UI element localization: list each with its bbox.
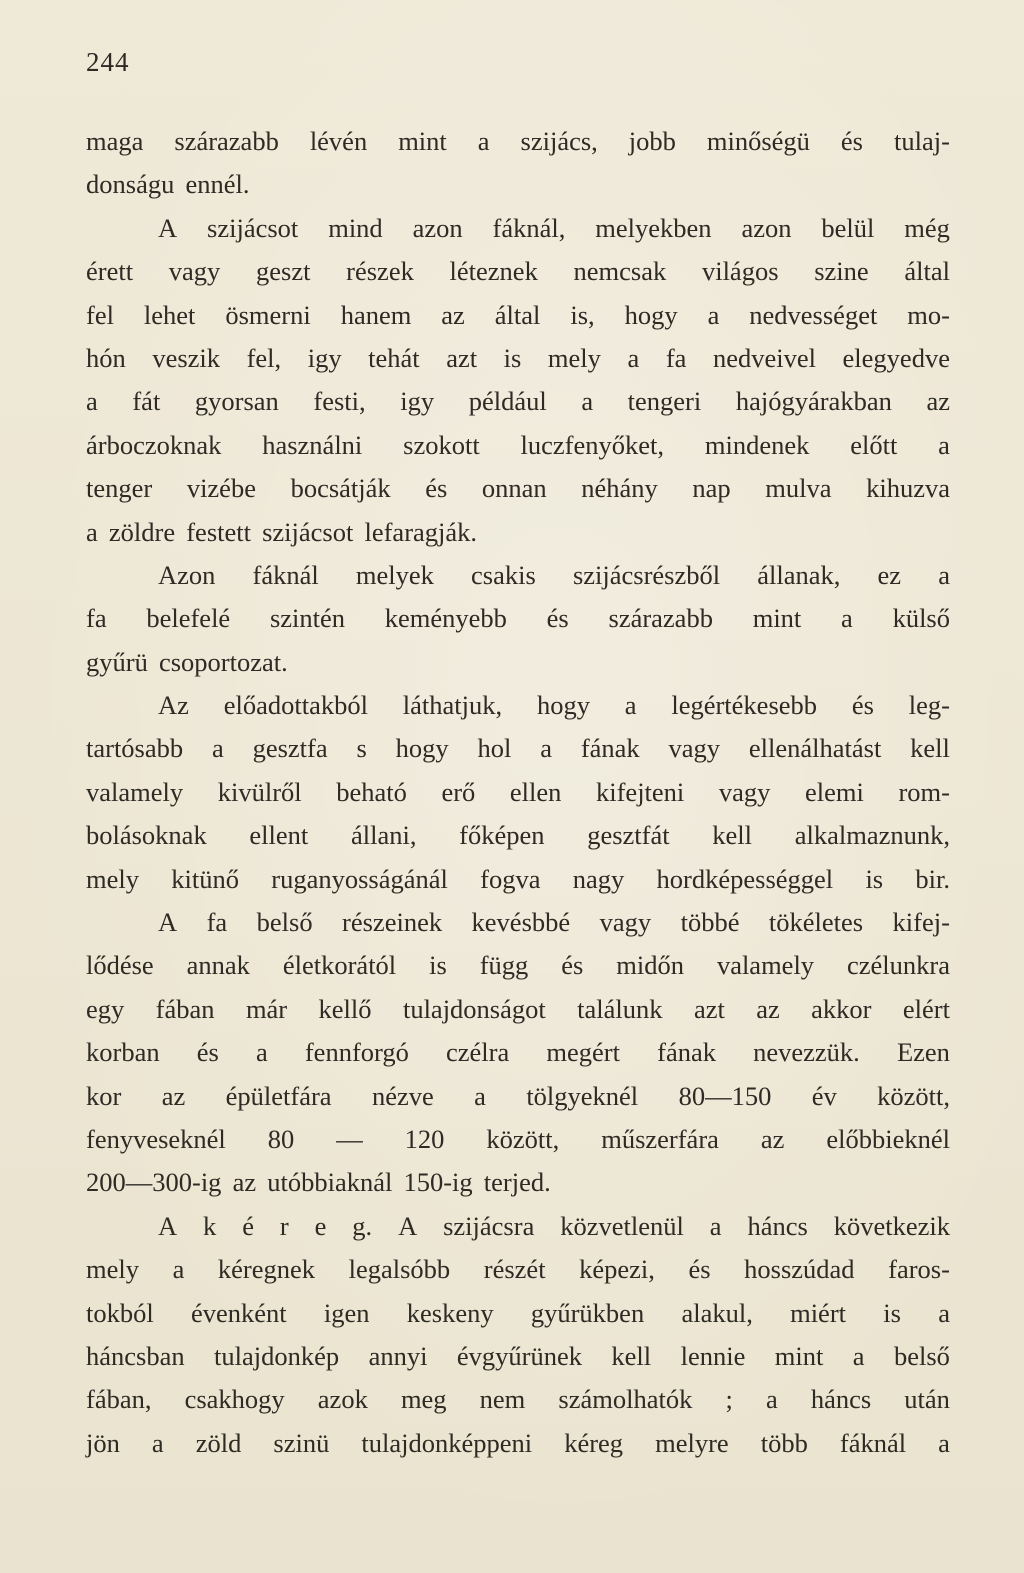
word: a xyxy=(707,299,720,330)
word: a xyxy=(938,1427,950,1458)
word: miért xyxy=(790,1297,847,1328)
word: vagy xyxy=(599,907,652,938)
word: fában, xyxy=(86,1384,152,1415)
word: tartósabb xyxy=(86,733,184,764)
word: lehet xyxy=(143,299,196,330)
word: a xyxy=(172,1254,185,1285)
word: a xyxy=(852,1340,865,1371)
word: 80—150 xyxy=(678,1080,772,1111)
text-line xyxy=(86,554,950,597)
word: festett xyxy=(186,516,251,547)
word: következik xyxy=(833,1210,950,1241)
word: év xyxy=(811,1080,837,1111)
word: között, xyxy=(877,1080,950,1111)
word: 80 xyxy=(267,1123,295,1154)
word: keményebb xyxy=(384,603,507,634)
word: bolásoknak xyxy=(86,820,207,851)
word: Azon xyxy=(158,559,216,590)
word: faros- xyxy=(888,1254,950,1285)
word: azok xyxy=(317,1384,368,1415)
word: fennforgó xyxy=(304,1037,409,1068)
text-line xyxy=(86,814,950,857)
word: kor xyxy=(86,1080,122,1111)
word: festi, xyxy=(313,386,366,417)
word: is xyxy=(429,950,447,981)
word: Az xyxy=(158,690,189,721)
word: előadottakból xyxy=(223,690,368,721)
word: czélra xyxy=(446,1037,510,1068)
word: hordképességgel xyxy=(656,863,834,894)
word: fának xyxy=(580,733,640,764)
word: szárazabb xyxy=(174,126,279,156)
word: fáknál xyxy=(839,1427,907,1458)
word: életkorától xyxy=(282,950,397,981)
text-line xyxy=(86,511,950,554)
word: s xyxy=(356,733,367,764)
word: terjed. xyxy=(483,1167,551,1198)
word: a xyxy=(938,559,950,590)
word: fáknál, xyxy=(492,212,566,243)
word: mindenek xyxy=(704,429,810,460)
word: igy xyxy=(307,342,342,373)
word: erő xyxy=(441,776,476,807)
word: külső xyxy=(892,603,950,634)
word: belső xyxy=(893,1340,950,1371)
text-line xyxy=(86,294,950,337)
word: nemcsak xyxy=(573,256,667,287)
text-line xyxy=(86,858,950,901)
word: az xyxy=(756,993,780,1024)
word: szijácsot xyxy=(262,516,354,547)
word: gesztfát xyxy=(587,820,670,851)
word: gyűrü xyxy=(86,646,148,677)
text-line xyxy=(86,771,950,814)
word: szine xyxy=(814,256,869,287)
word: számolhatók xyxy=(558,1384,693,1415)
text-line xyxy=(86,163,950,206)
word: onnan xyxy=(481,473,547,504)
word: leg- xyxy=(908,690,950,721)
word: és xyxy=(561,950,584,981)
word: a xyxy=(540,733,552,764)
word: szintén xyxy=(269,603,346,634)
word: gyorsan xyxy=(194,386,279,417)
word: háncs xyxy=(747,1210,808,1241)
word: legalsóbb xyxy=(348,1254,451,1285)
word: lévén xyxy=(309,126,368,156)
word: a xyxy=(581,386,594,417)
word: jobb xyxy=(628,126,676,156)
word: mely xyxy=(547,342,601,373)
word: megért xyxy=(546,1037,620,1068)
word: k xyxy=(203,1210,217,1241)
word: kifejteni xyxy=(596,776,685,807)
word: részeinek xyxy=(342,907,443,938)
word: geszt xyxy=(256,256,311,287)
word: vizébe xyxy=(186,473,256,504)
page-number: 244 xyxy=(86,47,130,77)
word: mind xyxy=(328,212,383,243)
word: csakis xyxy=(471,559,536,590)
text-line xyxy=(86,467,950,510)
word: tokból xyxy=(86,1297,154,1328)
word: alakul, xyxy=(681,1297,753,1328)
word: a xyxy=(86,516,98,547)
word: léteznek xyxy=(449,256,538,287)
word: veszik xyxy=(152,342,221,373)
word: hajógyárakban xyxy=(735,386,892,417)
word: közvetlenül xyxy=(560,1210,684,1241)
word: főképen xyxy=(459,820,545,851)
text-line xyxy=(86,684,950,727)
word: műszerfára xyxy=(601,1123,719,1154)
word: valamely xyxy=(716,950,815,981)
word: nem xyxy=(479,1384,526,1415)
word: találunk xyxy=(577,993,663,1024)
text-line xyxy=(86,1248,950,1291)
word: vagy xyxy=(168,256,221,287)
word: és xyxy=(688,1254,711,1285)
text-line xyxy=(86,988,950,1031)
word: mint xyxy=(752,603,802,634)
word: belefelé xyxy=(146,603,231,634)
word: melyre xyxy=(655,1427,729,1458)
word: ; xyxy=(725,1384,733,1415)
word: jön xyxy=(86,1427,120,1458)
text-line xyxy=(86,207,950,250)
word: hanem xyxy=(340,299,412,330)
word: az xyxy=(760,1123,785,1154)
word: czélunkra xyxy=(847,950,950,981)
word: is xyxy=(883,1297,901,1328)
word: hol xyxy=(477,733,512,764)
word: bocsátják xyxy=(290,473,391,504)
text-line xyxy=(86,1075,950,1118)
word: Ezen xyxy=(896,1037,950,1068)
word: és xyxy=(546,603,569,634)
word: annyi xyxy=(368,1340,428,1371)
word: beható xyxy=(336,776,407,807)
word: korban xyxy=(86,1037,160,1068)
word: hogy xyxy=(395,733,449,764)
word: nevezzük. xyxy=(753,1037,860,1068)
word: függ xyxy=(479,950,529,981)
word: kéregnek xyxy=(217,1254,316,1285)
word: és xyxy=(840,126,863,156)
word: között, xyxy=(486,1123,560,1154)
word: még xyxy=(904,212,950,243)
word: vagy xyxy=(668,733,721,764)
word: szijácsrészből xyxy=(572,559,721,590)
text-line xyxy=(86,901,950,944)
word: azon xyxy=(412,212,463,243)
word: maga xyxy=(86,126,144,156)
word: évgyűrünek xyxy=(456,1340,582,1371)
word: előtt xyxy=(850,429,898,460)
word: nézve xyxy=(371,1080,434,1111)
word: A xyxy=(158,1210,178,1241)
word: lefaragják. xyxy=(364,516,478,547)
word: a xyxy=(938,429,950,460)
word: zöldre xyxy=(108,516,176,547)
word: elemi xyxy=(805,776,864,807)
word: a xyxy=(841,603,853,634)
word: többé xyxy=(680,907,740,938)
word: mint xyxy=(398,126,447,156)
word: nedveivel xyxy=(712,342,816,373)
word: az xyxy=(441,299,465,330)
word: ennél. xyxy=(185,169,250,200)
word: a xyxy=(477,126,490,156)
word: fáknál xyxy=(252,559,319,590)
word: akkor xyxy=(811,993,872,1024)
word: e xyxy=(314,1210,327,1241)
word: meg xyxy=(400,1384,447,1415)
word: fenyveseknél xyxy=(86,1123,226,1154)
word: luczfenyőket, xyxy=(520,429,665,460)
word: és xyxy=(425,473,448,504)
word: használni xyxy=(262,429,363,460)
word: egy xyxy=(86,993,125,1024)
word: hogy xyxy=(536,690,590,721)
word: mint xyxy=(774,1340,824,1371)
word: A xyxy=(398,1210,418,1241)
word: utóbbiaknál xyxy=(267,1167,393,1198)
word: ellen xyxy=(509,776,562,807)
word: elegyedve xyxy=(842,342,950,373)
word: már xyxy=(245,993,288,1024)
word: melyekben xyxy=(595,212,712,243)
word: tulajdonságot xyxy=(402,993,546,1024)
word: kihuzva xyxy=(866,473,950,504)
word: belül xyxy=(821,212,875,243)
word: a xyxy=(151,1427,164,1458)
word: melyek xyxy=(355,559,434,590)
word: fogva xyxy=(480,863,541,894)
word: a xyxy=(211,733,224,764)
word: fel, xyxy=(246,342,282,373)
word: fának xyxy=(657,1037,716,1068)
word: fel xyxy=(86,299,114,330)
word: tenger xyxy=(86,473,153,504)
word: gesztfa xyxy=(252,733,328,764)
word: csoportozat. xyxy=(158,646,288,677)
text-line xyxy=(86,1422,950,1465)
word: kellő xyxy=(318,993,372,1024)
word: legértékesebb xyxy=(671,690,818,721)
word: kell xyxy=(910,733,950,764)
word: 150-ig xyxy=(403,1167,473,1198)
word: részét xyxy=(483,1254,546,1285)
word: által xyxy=(494,299,541,330)
word: a xyxy=(86,386,98,417)
word: tulajdonképpeni xyxy=(361,1427,533,1458)
word: annak xyxy=(186,950,250,981)
word: a xyxy=(765,1384,778,1415)
word: zöld xyxy=(195,1427,242,1458)
word: után xyxy=(904,1384,950,1415)
word: is, xyxy=(570,299,595,330)
word: lennie xyxy=(680,1340,746,1371)
word: mo- xyxy=(907,299,950,330)
word: fa xyxy=(665,342,687,373)
text-line xyxy=(86,1118,950,1161)
word: ez xyxy=(877,559,902,590)
body-text xyxy=(86,120,950,1465)
word: szárazabb xyxy=(608,603,713,634)
word: midőn xyxy=(616,950,684,981)
word: világos xyxy=(701,256,779,287)
word: mely xyxy=(86,863,139,894)
word: minőségü xyxy=(706,126,810,156)
word: fában xyxy=(155,993,215,1024)
word: a xyxy=(938,1297,950,1328)
word: tehát xyxy=(368,342,420,373)
word: épületfára xyxy=(225,1080,332,1111)
word: azt xyxy=(446,342,478,373)
text-line xyxy=(86,424,950,467)
word: szijácsra xyxy=(443,1210,535,1241)
word: ellenálhatást xyxy=(748,733,882,764)
word: g. xyxy=(352,1210,373,1241)
text-line xyxy=(86,337,950,380)
word: A xyxy=(158,907,178,938)
word: rom- xyxy=(898,776,950,807)
word: néhány xyxy=(581,473,658,504)
word: kifej- xyxy=(892,907,950,938)
text-line xyxy=(86,1335,950,1378)
word: A xyxy=(158,212,178,243)
word: háncs xyxy=(810,1384,872,1415)
text-line xyxy=(86,727,950,770)
word: donságu xyxy=(86,169,175,200)
text-line xyxy=(86,1031,950,1074)
word: nedvességet xyxy=(749,299,878,330)
word: hón xyxy=(86,342,126,373)
text-line xyxy=(86,944,950,987)
word: részek xyxy=(346,256,414,287)
word: keskeny xyxy=(406,1297,494,1328)
word: az xyxy=(232,1167,257,1198)
word: hosszúdad xyxy=(744,1254,855,1285)
word: és xyxy=(196,1037,219,1068)
word: é xyxy=(242,1210,254,1241)
word: fa xyxy=(206,907,228,938)
word: több xyxy=(760,1427,808,1458)
word: azt xyxy=(693,993,725,1024)
word: és xyxy=(851,690,874,721)
word: tökéletes xyxy=(768,907,864,938)
word: alkalmaznunk, xyxy=(794,820,950,851)
text-line xyxy=(86,120,950,163)
word: által xyxy=(904,256,950,287)
word: állani, xyxy=(350,820,417,851)
word: bir. xyxy=(915,863,950,894)
word: az xyxy=(161,1080,186,1111)
word: a xyxy=(624,690,637,721)
word: szokott xyxy=(403,429,480,460)
word: a xyxy=(709,1210,722,1241)
word: érett xyxy=(86,256,134,287)
word: szijácsot xyxy=(207,212,299,243)
word: tulajdonkép xyxy=(214,1340,340,1371)
word: vagy xyxy=(718,776,771,807)
word: fa xyxy=(86,603,107,634)
word: árboczoknak xyxy=(86,429,222,460)
word: 200—300-ig xyxy=(86,1167,222,1198)
word: fát xyxy=(132,386,161,417)
word: r xyxy=(279,1210,289,1241)
word: kell xyxy=(712,820,753,851)
word: hogy xyxy=(624,299,678,330)
word: nagy xyxy=(572,863,625,894)
word: 120 xyxy=(404,1123,445,1154)
word: előbbieknél xyxy=(826,1123,950,1154)
word: tölgyeknél xyxy=(526,1080,639,1111)
word: mely xyxy=(86,1254,139,1285)
text-line xyxy=(86,1378,950,1421)
word: csakhogy xyxy=(184,1384,285,1415)
word: mulva xyxy=(765,473,832,504)
word: a xyxy=(474,1080,486,1111)
word: — xyxy=(336,1123,363,1154)
word: ellent xyxy=(249,820,309,851)
word: állanak, xyxy=(757,559,841,590)
word: lődése xyxy=(86,950,154,981)
word: valamely xyxy=(86,776,184,807)
word: is xyxy=(865,863,884,894)
word: nap xyxy=(692,473,731,504)
word: láthatjuk, xyxy=(402,690,503,721)
word: a xyxy=(255,1037,268,1068)
word: kitünő xyxy=(171,863,239,894)
word: ösmerni xyxy=(225,299,311,330)
word: például xyxy=(468,386,547,417)
word: évenként xyxy=(190,1297,287,1328)
word: igy xyxy=(400,386,435,417)
text-line xyxy=(86,1205,950,1248)
word: kell xyxy=(611,1340,652,1371)
word: az xyxy=(926,386,950,417)
word: belső xyxy=(256,907,313,938)
text-line xyxy=(86,641,950,684)
word: tulaj- xyxy=(893,126,950,156)
word: azon xyxy=(741,212,792,243)
text-line xyxy=(86,1161,950,1204)
word: a xyxy=(627,342,640,373)
word: képezi, xyxy=(579,1254,655,1285)
word: is xyxy=(503,342,522,373)
word: ruganyosságánál xyxy=(271,863,448,894)
word: kivülről xyxy=(217,776,302,807)
word: szijács, xyxy=(520,126,598,156)
word: kéreg xyxy=(564,1427,624,1458)
word: tengeri xyxy=(627,386,702,417)
word: elért xyxy=(902,993,950,1024)
text-line xyxy=(86,250,950,293)
word: háncsban xyxy=(86,1340,185,1371)
word: gyűrükben xyxy=(530,1297,645,1328)
text-line xyxy=(86,380,950,423)
text-line xyxy=(86,597,950,640)
word: szinü xyxy=(273,1427,330,1458)
word: kevésbbé xyxy=(471,907,571,938)
word: igen xyxy=(323,1297,370,1328)
text-line xyxy=(86,1292,950,1335)
